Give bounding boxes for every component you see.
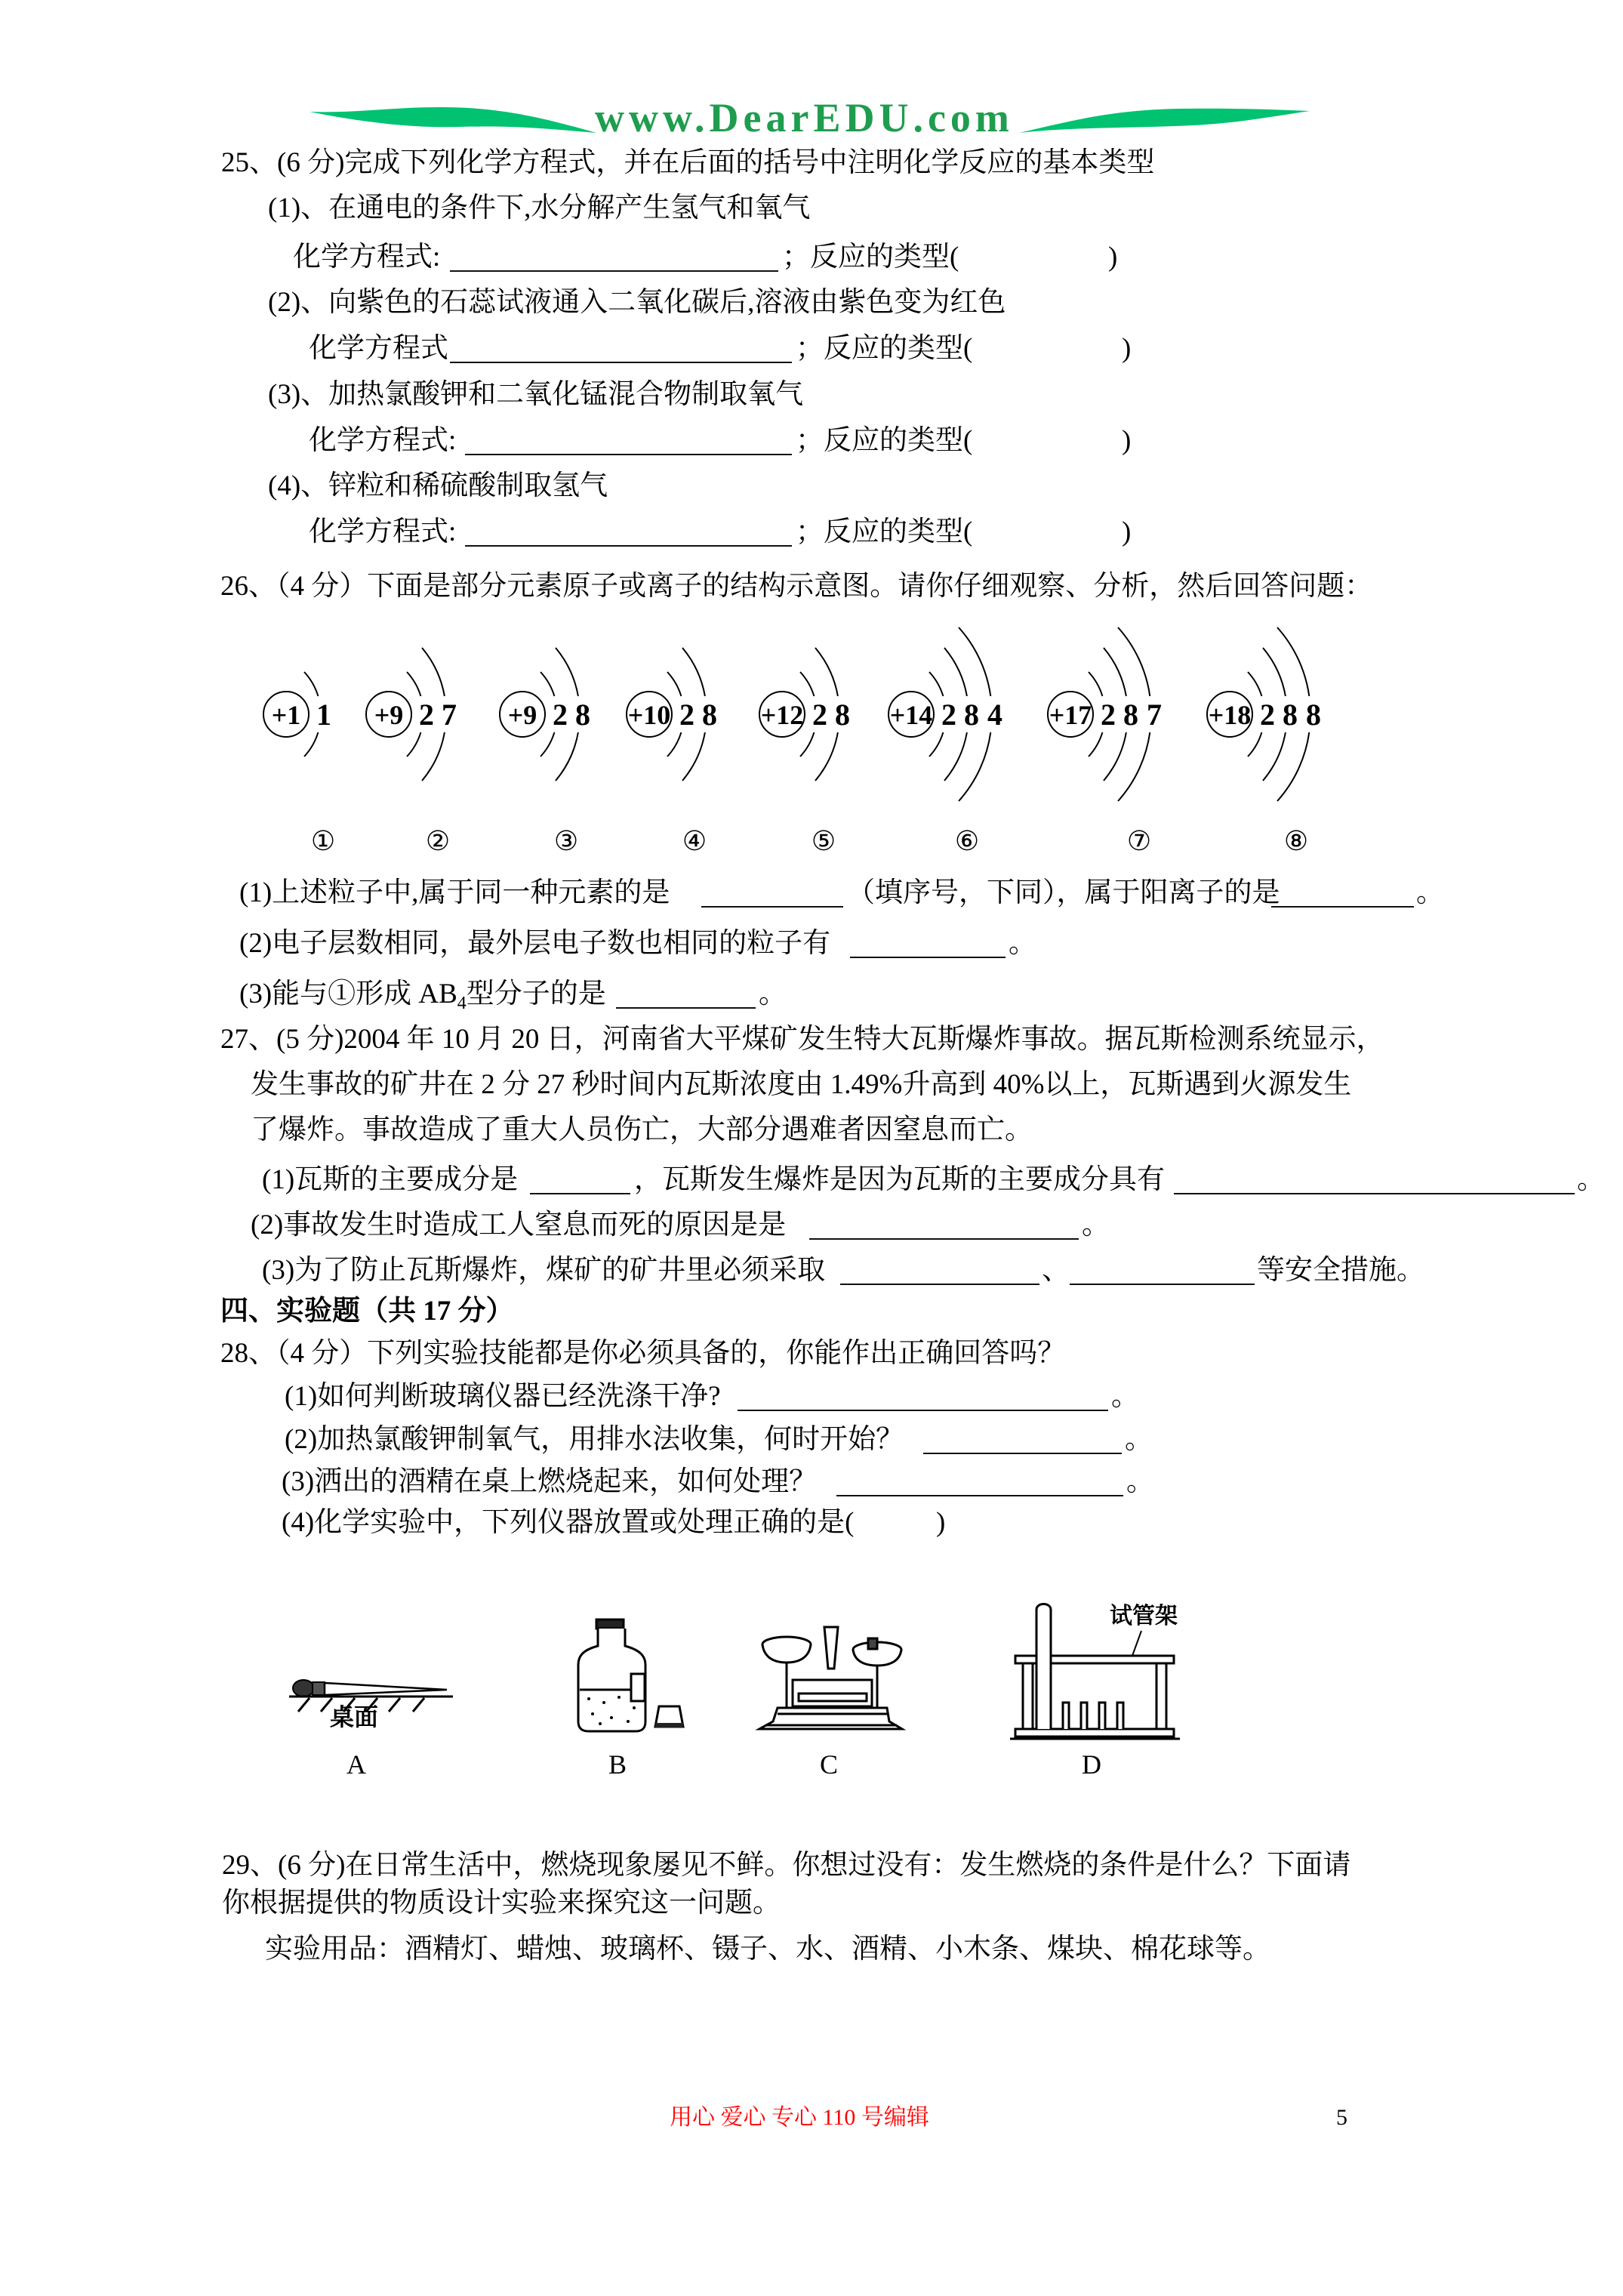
electron-shell-arc [667, 732, 681, 757]
shell-electron-count: 2 [941, 698, 956, 732]
shell-electron-count: 8 [964, 698, 979, 732]
electron-shell-arc [1118, 732, 1150, 801]
q26-sub3-text: (3)能与①形成 AB [239, 978, 457, 1009]
electron-shell-arc [540, 732, 554, 757]
electron-shell-arc [1277, 627, 1309, 696]
q27-sub2-end: 。 [1082, 1210, 1110, 1240]
page-number: 5 [1336, 2105, 1347, 2130]
nucleus-charge: +9 [507, 700, 537, 730]
electron-shell-arc [1104, 648, 1126, 696]
q27-sub2-blank[interactable] [809, 1238, 1079, 1240]
electron-shell-arc [407, 672, 420, 696]
electron-shell-arc [1118, 627, 1150, 696]
electron-shell-arc [304, 672, 318, 696]
q28-sub3-blank[interactable] [836, 1495, 1123, 1496]
electron-shell-arc [800, 732, 814, 757]
electron-shell-arc [944, 732, 967, 781]
nucleus-charge: +12 [760, 700, 804, 730]
nucleus-charge: +9 [374, 700, 404, 730]
shell-electron-count: 2 [1260, 698, 1275, 732]
electron-shell-arc [929, 672, 943, 696]
q27-line2: 发生事故的矿井在 2 分 27 秒时间内瓦斯浓度由 1.49%升高到 40%以上，瓦斯遇到火源发生 [251, 1069, 1352, 1100]
q26-sub3-subscript: 4 [457, 994, 467, 1013]
q28-sub1-end: 。 [1111, 1381, 1139, 1412]
atom-diagram-3 [500, 648, 590, 857]
q28-sub4-text: (4)化学实验中，下列仪器放置或处理正确的是( [282, 1507, 855, 1538]
atom-diagram-4 [627, 648, 717, 857]
q26-sub2-blank[interactable] [850, 957, 1006, 958]
figure-d-label[interactable]: D [1082, 1749, 1101, 1780]
q25-item2-type-close: ) [1122, 333, 1132, 364]
figure-d-caption: 试管架 [1110, 1604, 1178, 1629]
figure-a-label[interactable]: A [346, 1749, 366, 1780]
shell-electron-count: 8 [575, 698, 590, 732]
electron-shell-arc [1248, 672, 1261, 696]
electron-shell-arc [944, 648, 967, 696]
electron-shell-arc [422, 732, 445, 781]
q27-sub1-text: (1)瓦斯的主要成分是 [262, 1164, 519, 1195]
electron-shell-arc [304, 732, 318, 757]
atom-label: ④ [682, 826, 707, 857]
q29-line1: 29、(6 分)在日常生活中，燃烧现象屡见不鲜。你想过没有：发生燃烧的条件是什么？下面请 [222, 1850, 1351, 1881]
shell-electron-count: 2 [1101, 698, 1116, 732]
q26-sub1-blank-cation[interactable] [1271, 906, 1414, 908]
q28-sub2-text: (2)加热氯酸钾制氧气，用排水法收集，何时开始？ [285, 1424, 904, 1455]
q27-sub1-blank-property[interactable] [1174, 1193, 1575, 1194]
q29-line2: 你根据提供的物质设计实验来探究这一问题。 [222, 1888, 781, 1918]
shell-electron-count: 7 [1147, 698, 1162, 732]
balance-icon [759, 1627, 902, 1729]
q27-sub3-text: (3)为了防止瓦斯爆炸，煤矿的矿井里必须采取 [262, 1255, 826, 1286]
q27-sub1-text2: ，瓦斯发生爆炸是因为瓦斯的主要成分具有 [634, 1164, 1165, 1195]
electron-shell-arc [1089, 732, 1102, 757]
shell-electron-count: 2 [679, 698, 694, 732]
q25-title: 25、(6 分)完成下列化学方程式，并在后面的括号中注明化学反应的基本类型 [221, 147, 1155, 178]
q25-item2-eq-label: 化学方程式 [309, 333, 448, 364]
shell-electron-count: 7 [442, 698, 457, 732]
electron-shell-arc [422, 648, 445, 696]
section4-title: 四、实验题（共 17 分） [220, 1296, 514, 1327]
shell-electron-count: 8 [835, 698, 850, 732]
electron-shell-arc [1089, 672, 1102, 696]
q26-sub3-blank[interactable] [616, 1007, 756, 1009]
electron-shell-arc [1248, 732, 1261, 757]
q27-sub2-text: (2)事故发生时造成工人窒息而死的原因是是 [251, 1210, 787, 1240]
atom-structure-diagrams [0, 0, 1623, 876]
atom-diagram-6 [888, 627, 1002, 857]
q27-line3: 了爆炸。事故造成了重大人员伤亡，大部分遇难者因窒息而亡。 [251, 1114, 1033, 1145]
q26-sub3-text2: 型分子的是 [466, 978, 606, 1009]
electron-shell-arc [667, 672, 681, 696]
figure-c-balance [755, 1616, 906, 1737]
bottle-icon [578, 1620, 645, 1731]
q27-sub1-blank-component[interactable] [530, 1193, 630, 1194]
q25-item4-prompt: (4)、锌粒和稀硫酸制取氢气 [268, 470, 608, 501]
shell-electron-count: 8 [1283, 698, 1298, 732]
q28-sub4-close: ) [936, 1507, 946, 1538]
atom-diagram-2 [366, 648, 457, 857]
electron-shell-arc [959, 627, 990, 696]
q25-item4-eq-label: 化学方程式: [309, 516, 457, 547]
nucleus-charge: +18 [1208, 700, 1252, 730]
q28-title: 28、（4 分）下列实验技能都是你必须具备的，你能作出正确回答吗？ [220, 1338, 1066, 1369]
q25-item4-type-label: ；反应的类型( [796, 516, 973, 547]
q25-item3-eq-label: 化学方程式: [309, 425, 457, 456]
electron-shell-arc [1104, 732, 1126, 781]
figure-b-reagent-bottle [570, 1612, 691, 1737]
electron-shell-arc [929, 732, 943, 757]
q27-sub3-blank2[interactable] [1070, 1284, 1255, 1285]
q26-sub2-text: (2)电子层数相同，最外层电子数也相同的粒子有 [239, 928, 831, 959]
q27-line1: 27、(5 分)2004 年 10 月 20 日，河南省大平煤矿发生特大瓦斯爆炸事故。据瓦斯检测系统显示， [220, 1024, 1384, 1055]
shell-electron-count: 8 [1306, 698, 1321, 732]
logo-text: www.DearEDU.com [595, 95, 1014, 140]
q27-sub1-end: 。 [1577, 1164, 1605, 1195]
electron-shell-arc [682, 732, 705, 781]
q26-sub3-end: 。 [759, 978, 787, 1009]
q25-item2-type-label: ；反应的类型( [796, 333, 973, 364]
q28-sub1-text: (1)如何判断玻璃仪器已经洗涤干净? [285, 1381, 721, 1412]
q25-item1-prompt: (1)、在通电的条件下,水分解产生氢气和氧气 [268, 193, 811, 223]
atom-label: ① [310, 826, 336, 857]
q28-sub2-end: 。 [1125, 1424, 1153, 1455]
q26-sub1-text2: （填序号，下同），属于阳离子的是 [847, 877, 1280, 908]
electron-shell-arc [1263, 732, 1286, 781]
figure-b-label[interactable]: B [608, 1749, 627, 1780]
electron-shell-arc [959, 732, 990, 801]
q25-item1-eq-label: 化学方程式: [293, 242, 441, 273]
electron-shell-arc [1277, 732, 1309, 801]
shell-electron-count: 8 [702, 698, 717, 732]
electron-shell-arc [407, 732, 420, 757]
electron-shell-arc [815, 648, 838, 696]
shell-electron-count: 1 [316, 698, 331, 732]
atom-diagram-8 [1207, 627, 1321, 857]
q25-item1-type-close: ) [1108, 242, 1118, 273]
q27-sub3-end: 等安全措施。 [1257, 1255, 1424, 1286]
q25-item4-type-close: ) [1122, 516, 1132, 547]
q28-sub3-end: 。 [1126, 1466, 1154, 1497]
q25-item3-type-close: ) [1122, 425, 1132, 456]
q25-item3-prompt: (3)、加热氯酸钾和二氧化锰混合物制取氧气 [268, 379, 804, 410]
electron-shell-arc [800, 672, 814, 696]
nucleus-charge: +14 [889, 700, 933, 730]
q26-sub2-end: 。 [1009, 928, 1036, 959]
figure-a-caption: 桌面 [330, 1703, 379, 1730]
q28-sub2-blank[interactable] [923, 1453, 1122, 1454]
nucleus-charge: +17 [1049, 700, 1092, 730]
atom-label: ⑧ [1283, 826, 1309, 857]
atom-diagram-7 [1048, 627, 1162, 857]
figure-c-label[interactable]: C [819, 1749, 838, 1780]
q28-sub3-text: (3)洒出的酒精在桌上燃烧起来，如何处理？ [282, 1466, 818, 1497]
atom-label: ⑥ [954, 826, 980, 857]
atom-diagram-1 [263, 672, 335, 857]
shell-electron-count: 2 [419, 698, 434, 732]
q25-item2-prompt: (2)、向紫色的石蕊试液通入二氧化碳后,溶液由紫色变为红色 [268, 287, 1006, 318]
electron-shell-arc [682, 648, 705, 696]
electron-shell-arc [815, 732, 838, 781]
nucleus-charge: +10 [627, 700, 671, 730]
electron-shell-arc [556, 732, 578, 781]
q25-item1-type-label: ；反应的类型( [782, 242, 959, 273]
q26-sub3-line [239, 978, 606, 1013]
atom-label: ③ [553, 826, 579, 857]
q27-sub3-sep: 、 [1042, 1255, 1070, 1286]
q26-sub1-blank-same-element[interactable] [701, 906, 843, 908]
atom-label: ② [425, 826, 451, 857]
atom-label: ⑦ [1126, 826, 1152, 857]
q28-sub1-blank[interactable] [738, 1410, 1108, 1411]
q29-materials: 实验用品：酒精灯、蜡烛、玻璃杯、镊子、水、酒精、小木条、煤块、棉花球等。 [265, 1934, 1270, 1965]
dropper-icon [293, 1680, 447, 1697]
electron-shell-arc [556, 648, 578, 696]
electron-shell-arc [540, 672, 554, 696]
atom-label: ⑤ [811, 826, 836, 857]
footer-text: 用心 爱心 专心 110 号编辑 [670, 2105, 929, 2130]
shell-electron-count: 2 [553, 698, 568, 732]
shell-electron-count: 4 [987, 698, 1002, 732]
figure-a-dropper-on-table [283, 1661, 464, 1744]
q26-sub1-text: (1)上述粒子中,属于同一种元素的是 [239, 877, 670, 908]
electron-shell-arc [1263, 648, 1286, 696]
nucleus-charge: +1 [271, 700, 301, 730]
shell-electron-count: 8 [1123, 698, 1138, 732]
q27-sub3-blank1[interactable] [840, 1284, 1039, 1285]
atom-diagram-5 [759, 648, 850, 857]
q26-title: 26、（4 分）下面是部分元素原子或离子的结构示意图。请你仔细观察、分析，然后回答问题： [220, 571, 1373, 602]
q25-item3-type-label: ；反应的类型( [796, 425, 973, 456]
shell-electron-count: 2 [812, 698, 827, 732]
q26-sub1-end: 。 [1416, 877, 1444, 908]
